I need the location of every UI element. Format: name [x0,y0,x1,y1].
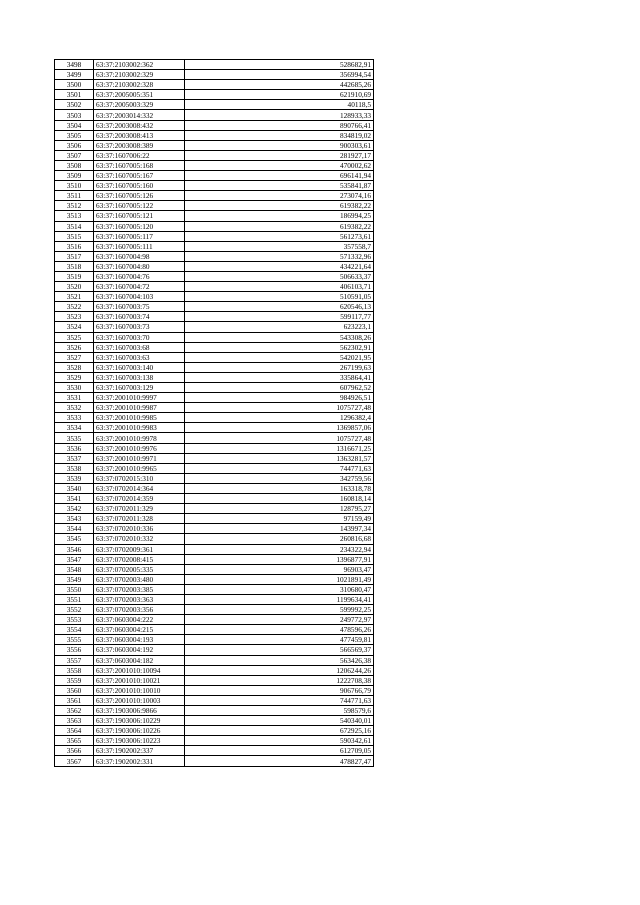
row-number-cell: 3552 [55,605,94,615]
row-number-cell: 3541 [55,494,94,504]
table-row [55,403,374,413]
row-number-cell: 3567 [55,756,94,766]
row-number-cell: 3511 [55,191,94,201]
table-row [55,241,374,251]
value-cell: 619382,22 [185,201,374,211]
row-number-cell: 3522 [55,302,94,312]
table-row [55,706,374,716]
value-cell: 744771,63 [185,463,374,473]
table-row [55,514,374,524]
row-number-cell: 3503 [55,110,94,120]
table-row [55,473,374,483]
table-row [55,736,374,746]
row-number-cell: 3549 [55,574,94,584]
table-row [55,140,374,150]
row-number-cell: 3554 [55,625,94,635]
cadastral-number-cell: 63:37:0702003:356 [94,605,185,615]
cadastral-number-cell: 63:37:1607003:140 [94,362,185,372]
value-cell: 40118,5 [185,100,374,110]
table-row [55,70,374,80]
cadastral-number-cell: 63:37:0702003:363 [94,594,185,604]
cadastral-number-cell: 63:37:2001010:10094 [94,665,185,675]
value-cell: 834819,02 [185,130,374,140]
row-number-cell: 3551 [55,594,94,604]
value-cell: 128933,33 [185,110,374,120]
table-row [55,160,374,170]
table-row [55,483,374,493]
row-number-cell: 3533 [55,413,94,423]
row-number-cell: 3542 [55,504,94,514]
cadastral-number-cell: 63:37:0603004:192 [94,645,185,655]
value-cell: 1363281,57 [185,453,374,463]
table-row [55,60,374,70]
row-number-cell: 3519 [55,271,94,281]
value-cell: 1316671,25 [185,443,374,453]
row-number-cell: 3506 [55,140,94,150]
row-number-cell: 3532 [55,403,94,413]
cadastral-number-cell: 63:37:1607005:121 [94,211,185,221]
value-cell: 97159,49 [185,514,374,524]
row-number-cell: 3508 [55,160,94,170]
row-number-cell: 3558 [55,665,94,675]
table-row [55,494,374,504]
row-number-cell: 3527 [55,352,94,362]
value-cell: 406103,71 [185,282,374,292]
cadastral-number-cell: 63:37:2001010:9985 [94,413,185,423]
table-row [55,746,374,756]
cadastral-number-cell: 63:37:0702003:480 [94,574,185,584]
cadastral-number-cell: 63:37:1607003:74 [94,312,185,322]
table-row [55,756,374,766]
cadastral-number-cell: 63:37:1607005:120 [94,221,185,231]
cadastral-number-cell: 63:37:2003008:389 [94,140,185,150]
row-number-cell: 3561 [55,695,94,705]
data-table [54,59,374,767]
table-row [55,312,374,322]
table-row [55,342,374,352]
row-number-cell: 3559 [55,675,94,685]
value-cell: 1199634,41 [185,594,374,604]
cadastral-number-cell: 63:37:1903006:9866 [94,706,185,716]
row-number-cell: 3510 [55,181,94,191]
table-row [55,90,374,100]
row-number-cell: 3537 [55,453,94,463]
cadastral-number-cell: 63:37:1607005:160 [94,181,185,191]
value-cell: 260816,68 [185,534,374,544]
row-number-cell: 3534 [55,423,94,433]
value-cell: 163318,78 [185,483,374,493]
value-cell: 186994,25 [185,211,374,221]
row-number-cell: 3500 [55,80,94,90]
value-cell: 607962,52 [185,383,374,393]
value-cell: 621910,69 [185,90,374,100]
cadastral-number-cell: 63:37:1902002:337 [94,746,185,756]
row-number-cell: 3557 [55,655,94,665]
value-cell: 566569,37 [185,645,374,655]
table-row [55,362,374,372]
cadastral-number-cell: 63:37:1607004:98 [94,251,185,261]
value-cell: 234322,94 [185,544,374,554]
table-row [55,413,374,423]
value-cell: 540340,01 [185,716,374,726]
cadastral-number-cell: 63:37:1903006:10226 [94,726,185,736]
value-cell: 563426,38 [185,655,374,665]
value-cell: 612709,05 [185,746,374,756]
table-row [55,443,374,453]
table-row [55,564,374,574]
cadastral-number-cell: 63:37:1903006:10223 [94,736,185,746]
row-number-cell: 3524 [55,322,94,332]
table-row [55,544,374,554]
cadastral-number-cell: 63:37:2001010:9971 [94,453,185,463]
value-cell: 984926,51 [185,393,374,403]
value-cell: 571332,96 [185,251,374,261]
row-number-cell: 3538 [55,463,94,473]
row-number-cell: 3520 [55,282,94,292]
table-row [55,423,374,433]
row-number-cell: 3504 [55,120,94,130]
cadastral-number-cell: 63:37:1607004:103 [94,292,185,302]
table-row [55,584,374,594]
value-cell: 1396877,91 [185,554,374,564]
table-row [55,675,374,685]
row-number-cell: 3498 [55,60,94,70]
table-row [55,191,374,201]
table-row [55,211,374,221]
value-cell: 434221,64 [185,261,374,271]
table-row [55,201,374,211]
row-number-cell: 3544 [55,524,94,534]
value-cell: 160818,14 [185,494,374,504]
value-cell: 590342,61 [185,736,374,746]
cadastral-number-cell: 63:37:1607003:138 [94,372,185,382]
cadastral-number-cell: 63:37:1607005:167 [94,171,185,181]
row-number-cell: 3566 [55,746,94,756]
row-number-cell: 3517 [55,251,94,261]
table-row [55,271,374,281]
row-number-cell: 3565 [55,736,94,746]
table-row [55,463,374,473]
row-number-cell: 3535 [55,433,94,443]
cadastral-number-cell: 63:37:2003008:432 [94,120,185,130]
row-number-cell: 3550 [55,584,94,594]
table-row [55,282,374,292]
value-cell: 543308,26 [185,332,374,342]
value-cell: 128795,27 [185,504,374,514]
cadastral-number-cell: 63:37:1607004:76 [94,271,185,281]
value-cell: 478827,47 [185,756,374,766]
row-number-cell: 3543 [55,514,94,524]
table-body [55,60,374,767]
row-number-cell: 3529 [55,372,94,382]
row-number-cell: 3536 [55,443,94,453]
value-cell: 598579,6 [185,706,374,716]
cadastral-number-cell: 63:37:1607003:68 [94,342,185,352]
cadastral-number-cell: 63:37:2001010:10010 [94,685,185,695]
value-cell: 342759,56 [185,473,374,483]
cadastral-number-cell: 63:37:2005005:351 [94,90,185,100]
table-row [55,534,374,544]
row-number-cell: 3513 [55,211,94,221]
value-cell: 273074,16 [185,191,374,201]
table-row [55,231,374,241]
row-number-cell: 3545 [55,534,94,544]
table-row [55,110,374,120]
cadastral-number-cell: 63:37:0603004:222 [94,615,185,625]
table-row [55,322,374,332]
table-row [55,716,374,726]
value-cell: 890766,41 [185,120,374,130]
value-cell: 478596,26 [185,625,374,635]
cadastral-number-cell: 63:37:1607005:126 [94,191,185,201]
table-row [55,130,374,140]
row-number-cell: 3505 [55,130,94,140]
cadastral-number-cell: 63:37:1607003:73 [94,322,185,332]
table-row [55,594,374,604]
table-row [55,372,374,382]
cadastral-number-cell: 63:37:2103002:328 [94,80,185,90]
row-number-cell: 3553 [55,615,94,625]
row-number-cell: 3548 [55,564,94,574]
cadastral-number-cell: 63:37:2001010:9976 [94,443,185,453]
row-number-cell: 3521 [55,292,94,302]
value-cell: 1021891,49 [185,574,374,584]
cadastral-number-cell: 63:37:1607005:168 [94,160,185,170]
cadastral-number-cell: 63:37:2001010:9983 [94,423,185,433]
table-row [55,574,374,584]
cadastral-number-cell: 63:37:1607005:111 [94,241,185,251]
value-cell: 535841,87 [185,181,374,191]
table-row [55,504,374,514]
value-cell: 310680,47 [185,584,374,594]
cadastral-number-cell: 63:37:2001010:10021 [94,675,185,685]
row-number-cell: 3515 [55,231,94,241]
cadastral-number-cell: 63:37:0702010:332 [94,534,185,544]
value-cell: 510591,05 [185,292,374,302]
row-number-cell: 3525 [55,332,94,342]
cadastral-number-cell: 63:37:0603004:215 [94,625,185,635]
table-row [55,433,374,443]
cadastral-number-cell: 63:37:2003014:332 [94,110,185,120]
row-number-cell: 3556 [55,645,94,655]
cadastral-number-cell: 63:37:0702011:329 [94,504,185,514]
value-cell: 599992,25 [185,605,374,615]
row-number-cell: 3501 [55,90,94,100]
value-cell: 623223,1 [185,322,374,332]
table-row [55,221,374,231]
row-number-cell: 3516 [55,241,94,251]
table-row [55,605,374,615]
row-number-cell: 3560 [55,685,94,695]
value-cell: 335864,41 [185,372,374,382]
value-cell: 357558,7 [185,241,374,251]
table-row [55,100,374,110]
row-number-cell: 3563 [55,716,94,726]
row-number-cell: 3539 [55,473,94,483]
table-row [55,120,374,130]
row-number-cell: 3509 [55,171,94,181]
table-row [55,332,374,342]
cadastral-number-cell: 63:37:1902002:331 [94,756,185,766]
row-number-cell: 3530 [55,383,94,393]
cadastral-number-cell: 63:37:0603004:182 [94,655,185,665]
value-cell: 744771,63 [185,695,374,705]
cadastral-number-cell: 63:37:2103002:362 [94,60,185,70]
table-row [55,80,374,90]
value-cell: 96903,47 [185,564,374,574]
value-cell: 906766,79 [185,685,374,695]
row-number-cell: 3507 [55,150,94,160]
value-cell: 542021,95 [185,352,374,362]
value-cell: 599117,77 [185,312,374,322]
value-cell: 1369857,06 [185,423,374,433]
cadastral-number-cell: 63:37:1607004:72 [94,282,185,292]
value-cell: 267199,63 [185,362,374,372]
value-cell: 562302,91 [185,342,374,352]
table-row [55,352,374,362]
row-number-cell: 3540 [55,483,94,493]
table-row [55,625,374,635]
cadastral-number-cell: 63:37:1607004:80 [94,261,185,271]
table-row [55,635,374,645]
row-number-cell: 3562 [55,706,94,716]
value-cell: 1222708,38 [185,675,374,685]
value-cell: 528682,91 [185,60,374,70]
cadastral-number-cell: 63:37:1903006:10229 [94,716,185,726]
value-cell: 356994,54 [185,70,374,80]
cadastral-number-cell: 63:37:0702010:336 [94,524,185,534]
value-cell: 506633,37 [185,271,374,281]
cadastral-number-cell: 63:37:2001010:9997 [94,393,185,403]
row-number-cell: 3531 [55,393,94,403]
cadastral-number-cell: 63:37:0702003:385 [94,584,185,594]
table-row [55,554,374,564]
cadastral-number-cell: 63:37:2001010:9965 [94,463,185,473]
table-row [55,695,374,705]
cadastral-number-cell: 63:37:0702011:328 [94,514,185,524]
row-number-cell: 3546 [55,544,94,554]
cadastral-number-cell: 63:37:0702009:361 [94,544,185,554]
cadastral-number-cell: 63:37:0702005:335 [94,564,185,574]
value-cell: 696141,94 [185,171,374,181]
value-cell: 1075727,48 [185,403,374,413]
cadastral-number-cell: 63:37:1607003:63 [94,352,185,362]
row-number-cell: 3514 [55,221,94,231]
cadastral-number-cell: 63:37:0603004:193 [94,635,185,645]
table-row [55,726,374,736]
value-cell: 672925,16 [185,726,374,736]
cadastral-number-cell: 63:37:1607003:129 [94,383,185,393]
cadastral-number-cell: 63:37:1607005:122 [94,201,185,211]
table-row [55,171,374,181]
table-row [55,655,374,665]
table-row [55,524,374,534]
cadastral-number-cell: 63:37:1607003:70 [94,332,185,342]
cadastral-number-cell: 63:37:0702014:364 [94,483,185,493]
row-number-cell: 3528 [55,362,94,372]
row-number-cell: 3555 [55,635,94,645]
table-row [55,150,374,160]
table-row [55,393,374,403]
row-number-cell: 3523 [55,312,94,322]
value-cell: 1075727,48 [185,433,374,443]
table-row [55,383,374,393]
table-row [55,645,374,655]
table-row [55,251,374,261]
row-number-cell: 3512 [55,201,94,211]
cadastral-number-cell: 63:37:2003008:413 [94,130,185,140]
value-cell: 249772,97 [185,615,374,625]
row-number-cell: 3564 [55,726,94,736]
cadastral-number-cell: 63:37:1607003:75 [94,302,185,312]
table-row [55,292,374,302]
table-row [55,665,374,675]
cadastral-number-cell: 63:37:2001010:9978 [94,433,185,443]
cadastral-number-cell: 63:37:0702008:415 [94,554,185,564]
row-number-cell: 3499 [55,70,94,80]
value-cell: 619382,22 [185,221,374,231]
value-cell: 143997,34 [185,524,374,534]
table-row [55,261,374,271]
cadastral-number-cell: 63:37:2001010:10003 [94,695,185,705]
row-number-cell: 3547 [55,554,94,564]
value-cell: 470002,62 [185,160,374,170]
value-cell: 477459,81 [185,635,374,645]
row-number-cell: 3518 [55,261,94,271]
row-number-cell: 3526 [55,342,94,352]
table-row [55,685,374,695]
table-row [55,453,374,463]
cadastral-number-cell: 63:37:2103002:329 [94,70,185,80]
cadastral-number-cell: 63:37:1607006:22 [94,150,185,160]
table-row [55,615,374,625]
cadastral-number-cell: 63:37:0702015:310 [94,473,185,483]
row-number-cell: 3502 [55,100,94,110]
value-cell: 620546,13 [185,302,374,312]
value-cell: 1206244,26 [185,665,374,675]
table-row [55,181,374,191]
table-row [55,302,374,312]
value-cell: 442685,26 [185,80,374,90]
value-cell: 900303,61 [185,140,374,150]
cadastral-number-cell: 63:37:0702014:359 [94,494,185,504]
cadastral-number-cell: 63:37:1607005:117 [94,231,185,241]
cadastral-number-cell: 63:37:2001010:9987 [94,403,185,413]
value-cell: 1296382,4 [185,413,374,423]
cadastral-number-cell: 63:37:2005003:329 [94,100,185,110]
value-cell: 281927,17 [185,150,374,160]
value-cell: 561273,61 [185,231,374,241]
